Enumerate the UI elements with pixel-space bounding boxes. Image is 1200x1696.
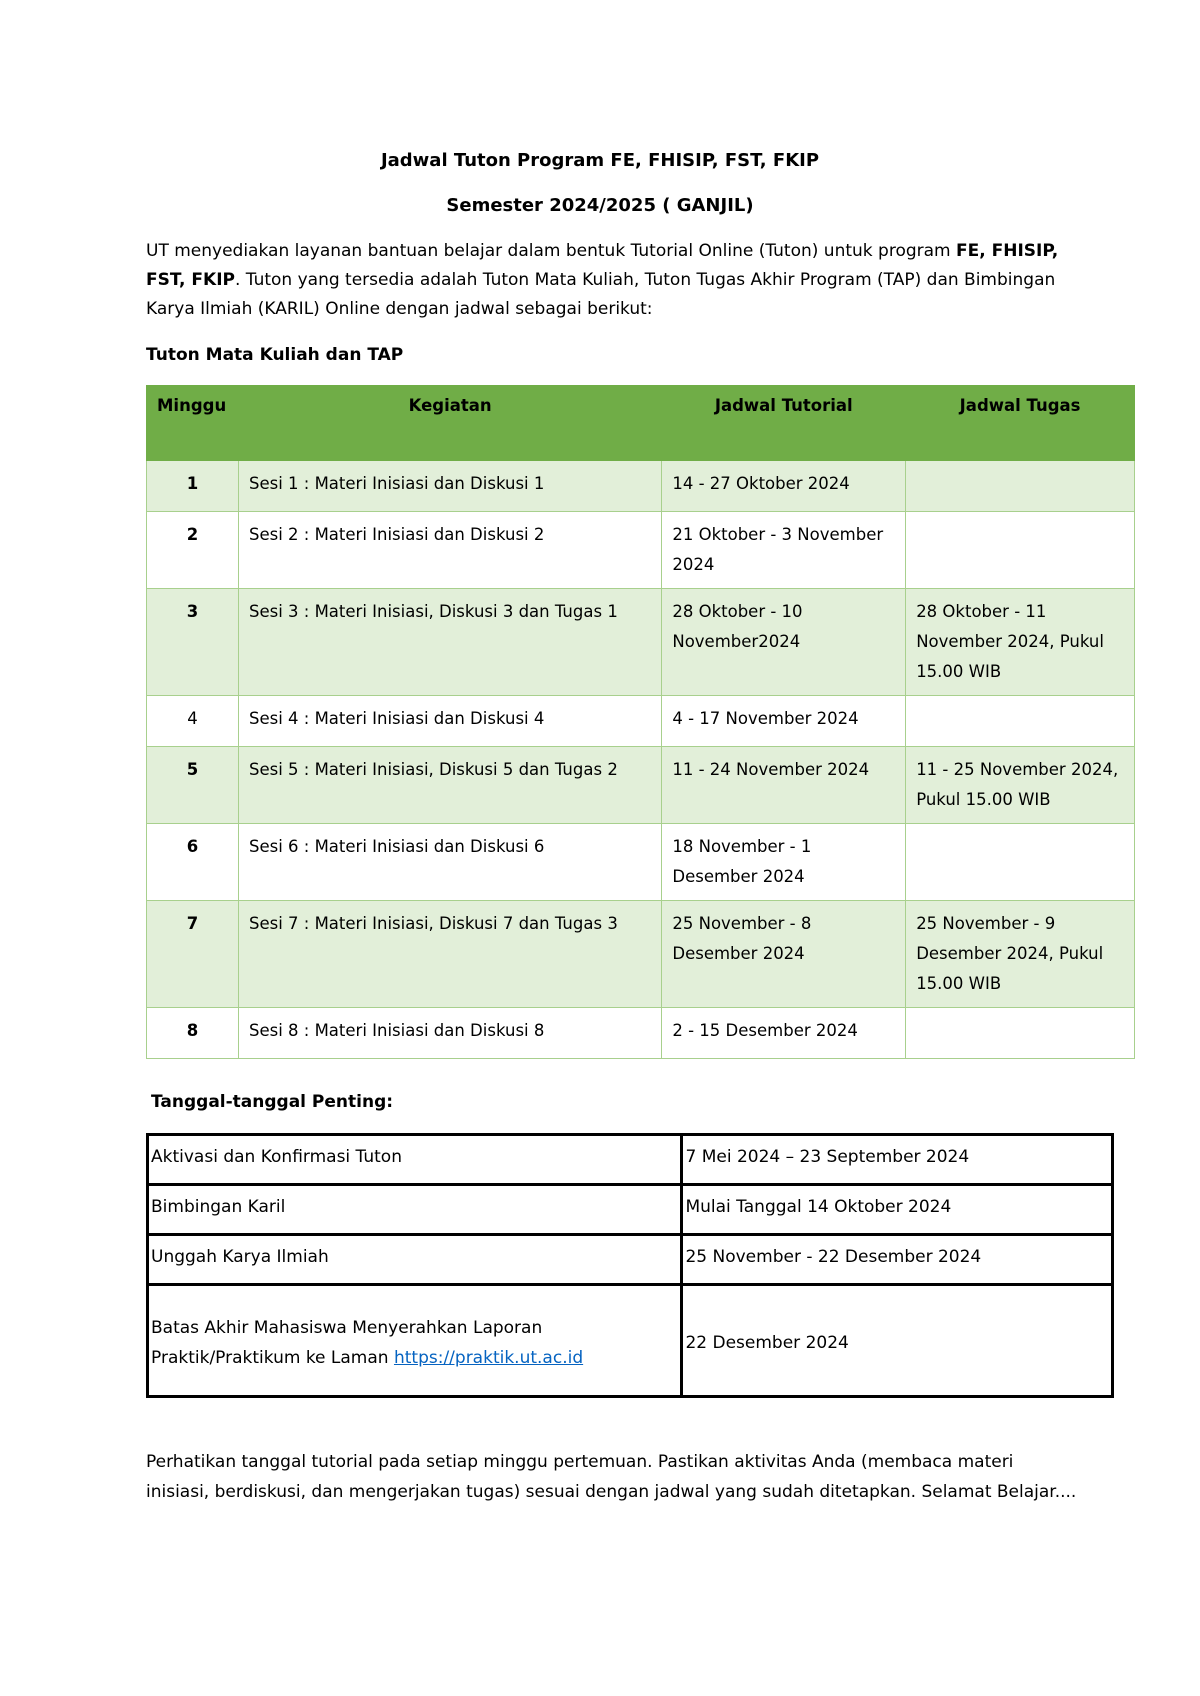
- date-value-cell: Mulai Tanggal 14 Oktober 2024: [682, 1185, 1113, 1235]
- activity-cell: Sesi 3 : Materi Inisiasi, Diskusi 3 dan Tugas 1: [238, 589, 661, 696]
- tutorial-cell: 25 November - 8 Desember 2024: [662, 901, 906, 1008]
- week-cell: 7: [147, 901, 239, 1008]
- activity-cell: Sesi 6 : Materi Inisiasi dan Diskusi 6: [238, 824, 661, 901]
- document-title: Jadwal Tuton Program FE, FHISIP, FST, FKIP: [380, 150, 820, 171]
- tutorial-cell: 28 Oktober - 10 November2024: [662, 589, 906, 696]
- date-label-cell: Aktivasi dan Konfirmasi Tuton: [148, 1135, 682, 1185]
- intro-text-1: UT menyediakan layanan bantuan belajar dalam bentuk Tutorial Online (Tuton) untuk program: [146, 241, 957, 261]
- task-cell: 25 November - 9 Desember 2024, Pukul 15.00 WIB: [906, 901, 1135, 1008]
- task-cell: 28 Oktober - 11 November 2024, Pukul 15.00 WIB: [906, 589, 1135, 696]
- table-row: [147, 824, 1135, 901]
- schedule-header-row: [147, 386, 1135, 461]
- date-value-cell: 22 Desember 2024: [682, 1285, 1113, 1397]
- date-label-text: Batas Akhir Mahasiswa Menyerahkan Laporan Praktik/Praktikum ke Laman: [151, 1317, 543, 1368]
- tutorial-cell: 14 - 27 Oktober 2024: [662, 461, 906, 512]
- table-row: [148, 1285, 1113, 1397]
- table-row: [147, 696, 1135, 747]
- tutorial-cell: 4 - 17 November 2024: [662, 696, 906, 747]
- table-row: [147, 1008, 1135, 1059]
- date-label-cell: Unggah Karya Ilmiah: [148, 1235, 682, 1285]
- activity-cell: Sesi 8 : Materi Inisiasi dan Diskusi 8: [238, 1008, 661, 1059]
- week-cell: 2: [147, 512, 239, 589]
- date-label-cell: Bimbingan Karil: [148, 1185, 682, 1235]
- activity-cell: Sesi 7 : Materi Inisiasi, Diskusi 7 dan Tugas 3: [238, 901, 661, 1008]
- intro-text-2: . Tuton yang tersedia adalah Tuton Mata Kuliah, Tuton Tugas Akhir Program (TAP) dan Bimbingan Karya Ilmiah (KARIL) Online dengan jadwal sebagai berikut:: [146, 270, 1056, 319]
- important-dates-table: [146, 1133, 1114, 1398]
- header-kegiatan: Kegiatan: [238, 386, 661, 461]
- header-jadwal-tugas: Jadwal Tugas: [906, 386, 1135, 461]
- table-row: [147, 901, 1135, 1008]
- week-cell: 1: [147, 461, 239, 512]
- task-cell: 11 - 25 November 2024, Pukul 15.00 WIB: [906, 747, 1135, 824]
- week-cell: 6: [147, 824, 239, 901]
- tutorial-cell: 2 - 15 Desember 2024: [662, 1008, 906, 1059]
- tutorial-cell: 21 Oktober - 3 November 2024: [662, 512, 906, 589]
- tutorial-cell: 11 - 24 November 2024: [662, 747, 906, 824]
- activity-cell: Sesi 4 : Materi Inisiasi dan Diskusi 4: [238, 696, 661, 747]
- document-subtitle: Semester 2024/2025 ( GANJIL): [446, 195, 754, 216]
- week-cell: 5: [147, 747, 239, 824]
- header-jadwal-tutorial: Jadwal Tutorial: [662, 386, 906, 461]
- task-cell: [906, 1008, 1135, 1059]
- task-cell: [906, 512, 1135, 589]
- header-minggu: Minggu: [147, 386, 239, 461]
- table-row: [147, 747, 1135, 824]
- intro-programs: FE, FHISIP, FST, FKIP: [146, 241, 1059, 290]
- task-cell: [906, 461, 1135, 512]
- date-value-cell: 7 Mei 2024 – 23 September 2024: [682, 1135, 1113, 1185]
- table-row: [148, 1135, 1113, 1185]
- section-title-important-dates: Tanggal-tanggal Penting:: [151, 1092, 394, 1112]
- closing-paragraph: Perhatikan tanggal tutorial pada setiap minggu pertemuan. Pastikan aktivitas Anda (membaca materi inisiasi, berdiskusi, dan mengerjakan tugas) sesuai dengan jadwal yang sudah ditetapkan. Selamat Belajar....: [146, 1452, 1077, 1502]
- intro-paragraph: [146, 237, 1066, 324]
- task-cell: [906, 824, 1135, 901]
- date-label-cell: [148, 1285, 682, 1397]
- week-cell: 4: [147, 696, 239, 747]
- section-title-tuton: Tuton Mata Kuliah dan TAP: [146, 345, 404, 365]
- table-row: [148, 1185, 1113, 1235]
- table-row: [147, 461, 1135, 512]
- activity-cell: Sesi 1 : Materi Inisiasi dan Diskusi 1: [238, 461, 661, 512]
- week-cell: 3: [147, 589, 239, 696]
- table-row: [148, 1235, 1113, 1285]
- week-cell: 8: [147, 1008, 239, 1059]
- activity-cell: Sesi 5 : Materi Inisiasi, Diskusi 5 dan Tugas 2: [238, 747, 661, 824]
- activity-cell: Sesi 2 : Materi Inisiasi dan Diskusi 2: [238, 512, 661, 589]
- table-row: [147, 589, 1135, 696]
- tutorial-cell: 18 November - 1 Desember 2024: [662, 824, 906, 901]
- task-cell: [906, 696, 1135, 747]
- schedule-table: [146, 385, 1135, 1059]
- table-row: [147, 512, 1135, 589]
- praktik-link[interactable]: https://praktik.ut.ac.id: [393, 1347, 584, 1368]
- date-value-cell: 25 November - 22 Desember 2024: [682, 1235, 1113, 1285]
